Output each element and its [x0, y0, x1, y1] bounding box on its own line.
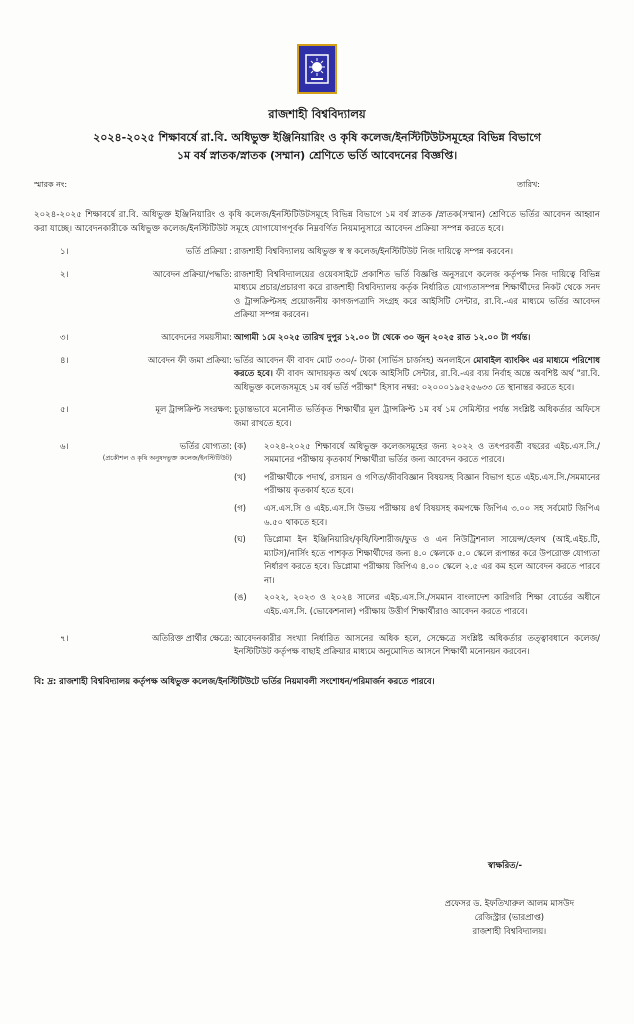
eligibility-label: ভর্তির যোগ্যতা: — [179, 440, 232, 451]
section-number: ৬। — [60, 440, 69, 451]
section-text: আবেদনকারীর সংখ্যা নির্ধারিত আসনের অধিক হলে, সেক্ষেত্রে সংশ্লিষ্ট অধিকর্তার তত্ত্বাবধানে কলেজ/ইনস্টিটিউট কর্তৃপক্ষ বাছাই প্রক্রিয়ার মাধ্যমে অনুমোদিত আসনে শিক্ষার্থী মনোনয়ন করবেন। — [234, 632, 600, 657]
section-2 — [34, 268, 600, 322]
eligibility-sublabel: (প্রকৌশল ও কৃষি অনুষদভুক্ত কলেজ/ইনস্টিটিউট) — [102, 454, 232, 463]
fee-text-bold: মোবাইল ব্যাংকিং এর মাধ্যমে পরিশোধ করতে হবে। — [234, 354, 600, 379]
item-text: ২০২২, ২০২৩ ও ২০২৪ সালের এইচ.এস.সি./সমমান বাংলাদেশ কারিগরি শিক্ষা বোর্ডের অধীনে এইচ.এস.সি. (ভোকেশনাল) পরীক্ষায় উত্তীর্ণ শিক্ষার্থীরাও আবেদন করতে পারবে। — [264, 592, 600, 617]
section-number: ১। — [60, 246, 69, 256]
date-label: তারিখ: — [517, 180, 540, 189]
item-mark: (গ) — [234, 502, 247, 513]
section-label: আবেদন প্রক্রিয়া/পদ্ধতি: — [152, 268, 232, 279]
signed-mark: স্বাক্ষরিত/- — [487, 860, 522, 870]
section-4 — [34, 354, 600, 395]
section-label: আবেদনের সময়সীমা: — [161, 331, 232, 342]
item-text: ডিপ্লোমা ইন ইঞ্জিনিয়ারিং/কৃষি/ফিশারীজ/ফুড ও এন নিউট্রিশনাল সায়েন্স/হেলথ (আই.এইচ.টি, ম্যাটস)/নার্সিং হতে পাশকৃত শিক্ষার্থীদের জন্য ৪.০ স্কেলকে ৫.০ স্কেলে রূপান্তর করে উপরোক্ত যোগ্যতা নির্ধারণ করতে হবে। ডিপ্লোমা পরীক্ষায় জিপিএ ৪.০০ স্কেলে ২.৫ এর কম হলে আবেদন করতে পারবে না। — [264, 534, 600, 585]
section-label: মূল ট্রান্সক্রিপ্ট সংরক্ষণ: — [155, 404, 232, 415]
emblem-icon — [303, 52, 331, 86]
signatory-designation: রেজিস্ট্রার (ভারপ্রাপ্ত) — [474, 912, 544, 922]
item-text: পরীক্ষার্থীকে পদার্থ, রসায়ন ও গণিত/জীববিজ্ঞান বিষয়সহ বিজ্ঞান বিভাগ হতে এইচ.এস.সি./সমমানের পরীক্ষায় কৃতকার্য হতে হবে। — [264, 471, 600, 496]
section-label: অতিরিক্ত প্রার্থীর ক্ষেত্রে: — [151, 632, 232, 643]
item-mark: (ঘ) — [234, 534, 246, 545]
section-text — [234, 354, 600, 395]
intro-paragraph: ২০২৪-২০২৫ শিক্ষাবর্ষে রা.বি. অধিভুক্ত ইঞ্জিনিয়ারিং ও কৃষি কলেজ/ইনস্টিটিউটসমূহে বিভিন্ন বিভাগে ১ম বর্ষ স্নাতক /স্নাতক(সম্মান) শ্রেণিতে ভর্তির আবেদন আহ্বান করা যাচ্ছে। আবেদনকারীকে অধিভুক্ত কলেজ/ইনস্টিটিউট সমূহে যোগাযোগপূর্বক নিম্নবর্ণিত নিয়মানুসারে আবেদন প্রক্রিয়া সম্পন্ন করতে হবে। — [34, 210, 600, 234]
reference-line — [34, 179, 600, 192]
notice-title — [34, 129, 600, 165]
item-mark: (খ) — [234, 471, 247, 482]
section-text: আগামী ১মে ২০২৫ তারিখ দুপুর ১২.০০ টা থেকে ৩০ জুন ২০২৫ রাত ১২.০০ টা পর্যন্ত। — [234, 331, 531, 342]
signature-block — [445, 858, 574, 938]
list-item — [234, 591, 600, 618]
section-text: রাজশাহী বিশ্ববিদ্যালয় অধিভুক্ত স্ব স্ব কলেজ/ইনস্টিটিউট নিজ দায়িত্বে সম্পন্ন করবেন। — [234, 246, 513, 256]
section-number: ৪। — [60, 354, 69, 365]
item-text: এস.এস.সি ও এইচ.এস.সি উভয় পরীক্ষায় ৪র্থ বিষয়সহ কমপক্ষে জিপিএ ৩.০০ সহ সর্বমোট জিপিএ ৬.৫০ থাকতে হবে। — [264, 502, 600, 527]
university-logo — [297, 44, 337, 94]
item-mark: (ঙ) — [234, 592, 247, 603]
eligibility-list — [234, 440, 600, 623]
fee-text-a: ভর্তির আবেদন ফী বাবদ মোট ৩৩০/- টাকা (সার্ভিস চার্জসহ) অনলাইনে — [234, 354, 474, 365]
section-6 — [34, 440, 600, 623]
item-text: ২০২৪-২০২৫ শিক্ষাবর্ষে অধিভুক্ত কলেজসমূহের জন্য ২০২২ ও তৎপরবর্তী বছরের এইচ.এস.সি./সমমানের পরীক্ষায় কৃতকার্য শিক্ষার্থীরা ভর্তির জন্য আবেদন করতে পারবে। — [264, 440, 600, 465]
section-number: ২। — [60, 268, 69, 279]
university-name: রাজশাহী বিশ্ববিদ্যালয় — [268, 107, 366, 121]
memo-number: স্মারক নং: — [34, 180, 68, 189]
section-label: আবেদন ফী জমা প্রক্রিয়া: — [147, 354, 232, 365]
section-text: চূড়ান্তভাবে মনোনীত ভর্তিকৃত শিক্ষার্থীর মূল ট্রান্সক্রিপ্ট ১ম বর্ষ ১ম সেমিস্টার পর্যন্ত সংশ্লিষ্ট অধিকর্তার অফিসে জমা রাখতে হবে। — [234, 404, 600, 428]
list-item — [234, 440, 600, 467]
section-number: ৫। — [60, 404, 69, 415]
list-item — [234, 533, 600, 587]
signatory-name: প্রফেসর ড. ইফতিখারুল আলম মাসউদ — [444, 898, 574, 908]
list-item — [234, 471, 600, 498]
section-5 — [34, 403, 600, 430]
footnote: বি: দ্র: রাজশাহী বিশ্ববিদ্যালয় কর্তৃপক্ষ অধিভুক্ত কলেজ/ইনস্টিটিউটে ভর্তির নিয়মাবলী সংশোধন/পরিমার্জন করতে পারবে। — [34, 675, 435, 686]
section-7 — [34, 632, 600, 659]
section-1 — [34, 245, 600, 259]
section-number: ৩। — [60, 331, 69, 342]
title-line-2: ১ম বর্ষ স্নাতক/স্নাতক (সম্মান) শ্রেণিতে ভর্তি আবেদনের বিজ্ঞপ্তি। — [176, 149, 458, 162]
fee-text-c: ফী বাবদ আদায়কৃত অর্থ থেকে আইসিটি সেন্টার, রা.বি.-এর ব্যয় নির্বাহ অন্তে অবশিষ্ট অর্থ "রা.বি. অধিভুক্ত কলেজসমূহে ১ম বর্ষ ভর্তি পরীক্ষা" হিসাব নম্বর: ০২০০০১৯৫২৫৬৩৩ তে স্থানান্তর করতে হবে। — [234, 368, 601, 392]
section-text: রাজশাহী বিশ্ববিদ্যালয়ের ওয়েবসাইটে প্রকাশিত ভর্তি বিজ্ঞপ্তি অনুসরণে কলেজ কর্তৃপক্ষ নিজ দায়িত্বে বিভিন্ন মাধ্যমে প্রচার/প্রচারণা করে রাজশাহী বিশ্ববিদ্যালয় কর্তৃক নির্ধারিত যোগ্যতাসম্পন্ন শিক্ষার্থীদের নিকট থেকে সনদ ও ট্রান্সক্রিপ্টসহ প্রয়োজনীয় কাগজপত্রাদি সংগ্রহ করে আইসিটি সেন্টার, রা.বি.-এর মাধ্যমে ভর্তির আবেদন প্রক্রিয়া সম্পন্ন করবেন। — [234, 268, 600, 320]
section-label: ভর্তি প্রক্রিয়া : — [185, 246, 232, 256]
section-label — [74, 440, 234, 623]
section-number: ৭। — [60, 632, 69, 643]
list-item — [234, 502, 600, 529]
notice-header — [34, 106, 600, 165]
signatory-office: রাজশাহী বিশ্ববিদ্যালয়। — [472, 926, 547, 936]
item-mark: (ক) — [234, 440, 247, 451]
title-line-1: ২০২৪-২০২৫ শিক্ষাবর্ষে রা.বি. অধিভুক্ত ইঞ্জিনিয়ারিং ও কৃষি কলেজ/ইনস্টিটিউটসমূহের বিভিন্ন বিভাগে — [93, 131, 541, 144]
section-3 — [34, 331, 600, 345]
